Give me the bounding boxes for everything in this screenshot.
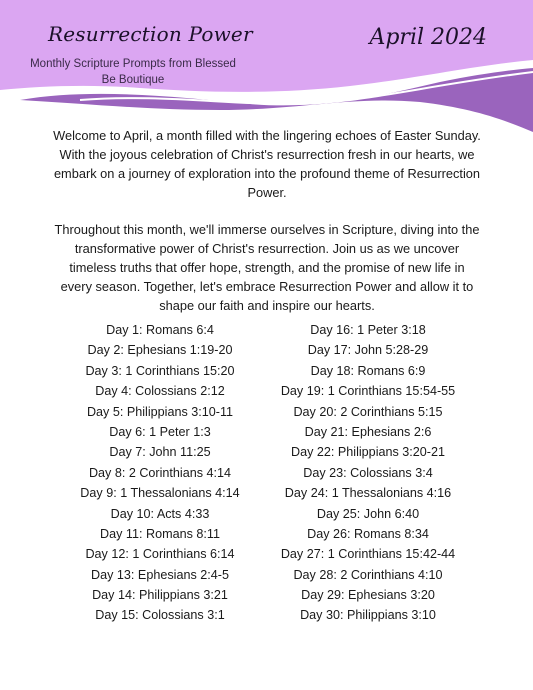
- day-item: Day 10: Acts 4:33: [110, 506, 210, 521]
- day-item: Day 6: 1 Peter 1:3: [109, 424, 211, 439]
- day-item: Day 1: Romans 6:4: [106, 323, 214, 337]
- day-item: Day 11: Romans 8:11: [100, 526, 220, 541]
- day-item: Day 28: 2 Corinthians 4:10: [293, 567, 443, 582]
- day-item: Day 26: Romans 8:34: [307, 526, 429, 541]
- intro-paragraph-1: Welcome to April, a month filled with the lingering echoes of Easter Sunday. With the joyous celebration of Christ's resurrection fresh in our hearts, we embark on a journey of exploration into the profound theme of Resurrection Power.: [53, 128, 481, 200]
- schedule-column-right: [258, 320, 478, 626]
- day-item: Day 25: John 6:40: [316, 506, 420, 521]
- day-item: Day 29: Ephesians 3:20: [301, 588, 435, 603]
- intro-text: [52, 126, 482, 333]
- day-item: Day 5: Philippians 3:10-11: [86, 404, 234, 419]
- day-item: Day 17: John 5:28-29: [307, 343, 429, 358]
- day-item: Day 23: Colossians 3:4: [303, 465, 433, 480]
- page-subtitle: Monthly Scripture Prompts from Blessed Be Boutique: [30, 58, 236, 86]
- day-item: Day 18: Romans 6:9: [310, 363, 426, 378]
- intro-paragraph-2: Throughout this month, we'll immerse ourselves in Scripture, diving into the transformative power of Christ's resurrection. Join us as we uncover timeless truths that offer hope, strength, and the promise of new life in every season. Together, let's embrace Resurrection Power and allow it to shape our faith and inspire our hearts.: [54, 222, 480, 313]
- day-item: Day 4: Colossians 2:12: [95, 384, 225, 399]
- day-item: Day 8: 2 Corinthians 4:14: [88, 465, 232, 480]
- day-item: Day 16: 1 Peter 3:18: [310, 323, 426, 337]
- month-label: April 2024: [369, 25, 487, 50]
- day-item: Day 24: 1 Thessalonians 4:16: [284, 486, 452, 501]
- day-item: Day 2: Ephesians 1:19-20: [87, 343, 233, 358]
- day-item: Day 19: 1 Corinthians 15:54-55: [280, 384, 456, 399]
- day-item: Day 7: John 11:25: [109, 445, 211, 460]
- header-banner: [0, 0, 533, 140]
- day-item: Day 15: Colossians 3:1: [95, 608, 225, 623]
- day-item: Day 22: Philippians 3:20-21: [290, 445, 446, 460]
- day-item: Day 27: 1 Corinthians 15:42-44: [280, 547, 456, 562]
- day-item: Day 12: 1 Corinthians 6:14: [85, 547, 235, 562]
- schedule-column-left: [50, 320, 270, 626]
- day-item: Day 21: Ephesians 2:6: [304, 424, 432, 439]
- day-item: Day 9: 1 Thessalonians 4:14: [80, 486, 240, 501]
- day-item: Day 14: Philippians 3:21: [92, 588, 228, 603]
- day-item: Day 30: Philippians 3:10: [300, 608, 436, 623]
- page-title: Resurrection Power: [48, 22, 253, 46]
- day-item: Day 20: 2 Corinthians 5:15: [293, 404, 443, 419]
- day-item: Day 3: 1 Corinthians 15:20: [85, 363, 235, 378]
- day-item: Day 13: Ephesians 2:4-5: [91, 567, 229, 582]
